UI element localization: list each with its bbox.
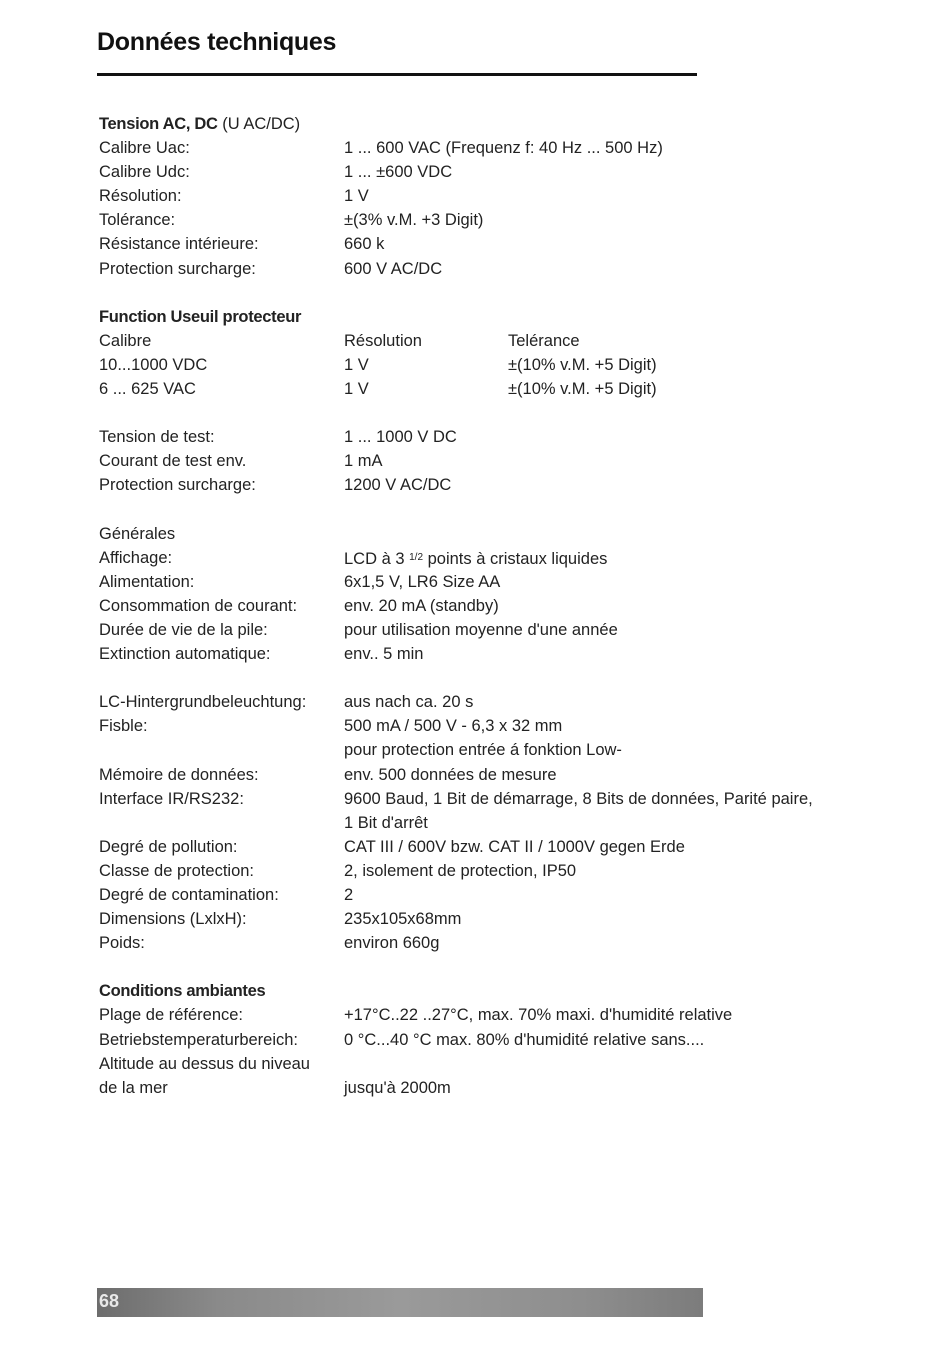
function-table-row [99,377,819,401]
spec-row [99,594,819,618]
spec-value: 2 [344,886,354,904]
col-header-resolution: Résolution [344,331,422,350]
spec-row [99,859,819,883]
spec-label: Calibre Udc: [99,163,190,182]
spacer [99,401,819,425]
spec-label: Plage de référence: [99,1006,244,1025]
section-heading-general [99,522,819,546]
spacer [99,955,819,979]
spec-label: Consommation de courant: [99,596,298,615]
spec-value: ±(3% v.M. +3 Digit) [344,211,484,230]
spec-value: 500 mA / 500 V - 6,3 x 32 mm [344,717,563,736]
function-table-row [99,353,819,377]
spec-label: de la mer [99,1078,168,1097]
cell-resolution: 1 V [344,355,369,374]
spec-label: Affichage: [99,548,173,567]
spec-row-altitude [99,1052,819,1076]
spec-row [99,570,819,594]
spec-value: 1 ... ±600 VDC [344,163,453,182]
spec-value: aus nach ca. 20 s [344,693,474,712]
spec-label: Protection surcharge: [99,259,256,278]
col-header-calibre: Calibre [99,331,152,350]
spec-value: env. 500 données de mesure [344,765,557,784]
spec-label: Extinction automatique: [99,645,271,664]
spec-label: Tolérance: [99,211,176,230]
function-heading: Function Useuil protecteur [99,307,302,326]
display-prefix: LCD à 3 [344,549,410,568]
section-heading-ambient [99,979,819,1003]
spec-value: 0 °C...40 °C max. 80% d'humidité relative sans.... [344,1030,705,1049]
spec-row-interface-cont [99,811,819,835]
spacer [99,281,819,305]
general-rows-a [99,570,819,666]
cell-tolerance: ±(10% v.M. +5 Digit) [508,355,657,374]
spec-label: Résistance intérieure: [99,235,259,254]
spec-value: 600 V AC/DC [344,259,443,278]
spec-row [99,1028,819,1052]
cell-calibre: 6 ... 625 VAC [99,380,196,399]
spacer [99,498,819,522]
spec-value: 1 mA [344,452,383,471]
spec-row-backlight [99,690,819,714]
spec-row [99,425,819,449]
cell-tolerance: ±(10% v.M. +5 Digit) [508,380,657,399]
spec-value: env.. 5 min [344,645,424,664]
spec-value: env. 20 mA (standby) [344,596,499,615]
spec-value: 6x1,5 V, LR6 Size AA [344,572,501,591]
spec-label: Betriebstemperaturbereich: [99,1030,299,1049]
function-rows [99,425,819,497]
section-heading-tension [99,112,819,136]
spec-row [99,473,819,497]
spec-row [99,136,819,160]
spec-row-altitude-cont [99,1076,819,1100]
spec-row [99,931,819,955]
display-fraction: 1/2 [409,551,424,563]
ambient-heading: Conditions ambiantes [99,982,266,1001]
spec-label: Classe de protection: [99,861,255,880]
spec-row [99,232,819,256]
spec-label: Degré de contamination: [99,886,279,904]
tension-heading: Tension AC, DC [99,115,218,133]
col-header-tolerance: Telérance [508,331,580,350]
spec-row-memory [99,763,819,787]
spec-label: Poids: [99,934,145,953]
spec-label: Tension de test: [99,428,215,447]
ambient-rows [99,1003,819,1051]
spec-label: Calibre Uac: [99,139,190,158]
spec-value [344,546,607,571]
spec-row [99,883,819,907]
spec-label: Mémoire de données: [99,765,259,784]
spec-row [99,160,819,184]
spec-value: 1 Bit d'arrêt [344,813,428,832]
spec-value: 1 V [344,187,369,206]
spec-label: Interface IR/RS232: [99,789,244,808]
spec-label: LC-Hintergrundbeleuchtung: [99,693,307,712]
page-number: 68 [99,1291,120,1311]
function-table-header [99,329,819,353]
spec-value: 1 ... 600 VAC (Frequenz f: 40 Hz ... 500 Hz) [344,139,663,158]
spec-value: pour utilisation moyenne d'une année [344,620,618,639]
spec-row [99,184,819,208]
spec-label: Altitude au dessus du niveau [99,1054,310,1073]
spec-row [99,1003,819,1027]
spec-row [99,642,819,666]
spec-label: Résolution: [99,187,182,206]
spec-row-interface [99,787,819,811]
spec-label: Courant de test env. [99,452,247,471]
title-rule [97,73,697,76]
spec-row [99,835,819,859]
spec-label: Degré de pollution: [99,837,238,856]
spacer [99,666,819,690]
spec-row [99,618,819,642]
tension-heading-suffix: (U AC/DC) [222,115,301,133]
spec-row [99,257,819,281]
tension-rows [99,136,819,281]
spec-value: CAT III / 600V bzw. CAT II / 1000V gegen Erde [344,837,685,856]
spec-value: 9600 Baud, 1 Bit de démarrage, 8 Bits de données, Parité paire, [344,789,813,808]
spec-row [99,208,819,232]
spec-label: Fisble: [99,717,148,736]
display-suffix: points à cristaux liquides [423,549,608,568]
spec-value: 2, isolement de protection, IP50 [344,861,577,880]
footer-bar [97,1288,703,1317]
spec-label: Durée de vie de la pile: [99,620,268,639]
spec-value: 1200 V AC/DC [344,476,452,495]
section-heading-function [99,305,819,329]
spec-label: Alimentation: [99,572,195,591]
spec-content [99,112,819,1100]
spec-row [99,449,819,473]
spec-row-display [99,546,819,570]
spec-value: +17°C..22 ..27°C, max. 70% maxi. d'humidité relative [344,1006,733,1025]
general-rows-b [99,835,819,955]
spec-row-fuse-cont [99,738,819,762]
spec-value: 660 k [344,235,385,254]
spec-label: Protection surcharge: [99,476,256,495]
spec-value: 1 ... 1000 V DC [344,428,457,447]
spec-value: pour protection entrée á fonktion Low- [344,741,622,760]
spec-row [99,907,819,931]
spec-row-fuse [99,714,819,738]
cell-resolution: 1 V [344,380,369,399]
spec-value: environ 660g [344,934,440,953]
general-heading: Générales [99,524,176,543]
page-title: Données techniques [97,28,337,56]
cell-calibre: 10...1000 VDC [99,355,208,374]
spec-value: jusqu'à 2000m [344,1078,451,1097]
spec-label: Dimensions (LxlxH): [99,910,247,929]
spec-value: 235x105x68mm [344,910,462,929]
